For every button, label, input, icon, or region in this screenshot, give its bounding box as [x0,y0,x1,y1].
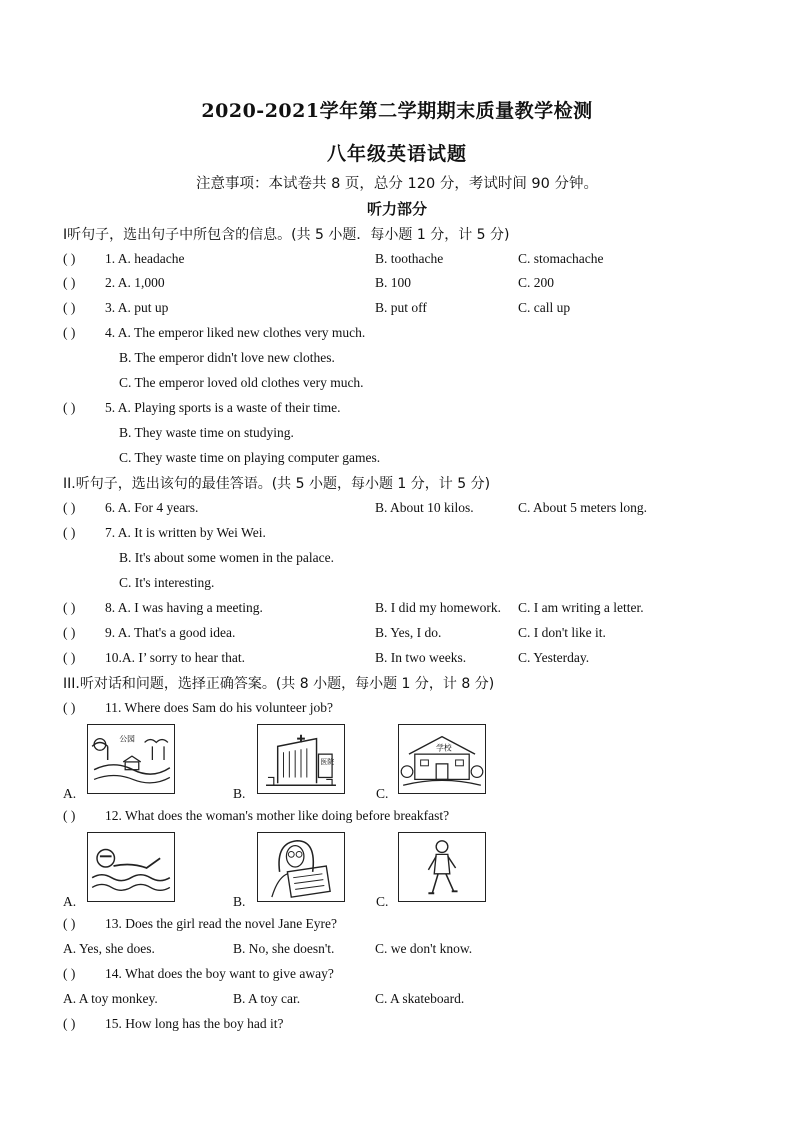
picture-label-c: C. [376,786,389,801]
answer-blank[interactable]: ( ) [63,525,76,540]
option-a: 4. A. The emperor liked new clothes very much. [105,325,366,340]
exam-title: 2020-2021学年第二学期期末质量教学检测 [201,100,593,122]
answer-blank[interactable]: ( ) [63,966,76,981]
reading-newspaper-picture[interactable] [257,832,345,902]
option-a: 6. A. For 4 years. [105,500,199,515]
q7-option-b: B. It's about some women in the palace. [119,550,335,565]
hospital-picture[interactable] [257,724,345,794]
option-a: 10.A. I’ sorry to hear that. [105,650,245,665]
question-5 [63,398,743,418]
q4-option-b: B. The emperor didn't love new clothes. [119,350,335,365]
question-2 [63,273,743,293]
hospital-sign-text: 医院 [320,757,335,766]
answer-blank[interactable]: ( ) [63,300,76,315]
option-a: 5. A. Playing sports is a waste of their time. [105,400,341,415]
school-picture[interactable] [398,724,486,794]
question-8 [63,598,743,618]
park-sign-text: 公园 [119,734,135,744]
option-a: 2. A. 1,000 [105,275,165,290]
option-c: C. A skateboard. [375,991,465,1006]
section-heading: 听力部分 [366,200,427,218]
question-14-options [63,989,743,1009]
question-11 [63,698,743,718]
option-c: C. I am writing a letter. [518,600,644,615]
school-sign-text: 学校 [436,743,452,753]
picture-label-b: B. [233,786,246,801]
option-c: C. we don't know. [375,941,473,956]
picture-label-c: C. [376,894,389,909]
answer-blank[interactable]: ( ) [63,700,76,715]
option-b: B. put off [375,300,427,315]
question-13 [63,914,743,934]
picture-label-a: A. [63,786,77,801]
question-13-options [63,939,743,959]
question-12 [63,806,743,826]
question-stem: 11. Where does Sam do his volunteer job? [105,700,333,715]
park-picture[interactable] [87,724,175,794]
swimming-picture[interactable] [87,832,175,902]
question-4 [63,323,743,343]
question-7 [63,523,743,543]
question-6 [63,498,743,518]
q5-option-c: C. They waste time on playing computer games. [119,450,381,465]
swimming-icon [88,833,174,901]
answer-blank[interactable]: ( ) [63,1016,76,1031]
option-b: B. In two weeks. [375,650,467,665]
option-b: B. A toy car. [233,991,301,1006]
part2-instruction: II.听句子，选出该句的最佳答语。(共 5 小题，每小题 1 分，计 5 分) [63,476,491,492]
option-a: 1. A. headache [105,251,185,266]
question-15 [63,1014,743,1034]
option-a: A. A toy monkey. [63,991,158,1006]
walking-person-icon [399,833,485,901]
option-b: B. I did my homework. [375,600,501,615]
option-b: B. Yes, I do. [375,625,442,640]
answer-blank[interactable]: ( ) [63,500,76,515]
school-icon [399,725,485,793]
exam-notice: 注意事项：本试卷共 8 页，总分 120 分，考试时间 90 分钟。 [195,176,598,192]
option-a: 8. A. I was having a meeting. [105,600,263,615]
option-c: C. I don't like it. [518,625,606,640]
picture-label-a: A. [63,894,77,909]
option-a: 9. A. That's a good idea. [105,625,236,640]
option-b: B. No, she doesn't. [233,941,335,956]
question-1 [63,249,743,269]
answer-blank[interactable]: ( ) [63,916,76,931]
woman-reading-icon [258,833,344,901]
q7-option-c: C. It's interesting. [119,575,215,590]
option-b: B. toothache [375,251,444,266]
part1-instruction: I听句子，选出句子中所包含的信息。(共 5 小题．每小题 1 分，计 5 分) [63,227,510,243]
option-c: C. About 5 meters long. [518,500,647,515]
part3-instruction: III.听对话和问题，选择正确答案。(共 8 小题，每小题 1 分，计 8 分) [63,676,495,692]
answer-blank[interactable]: ( ) [63,625,76,640]
park-icon [88,725,174,793]
question-stem: 12. What does the woman's mother like doing before breakfast? [105,808,450,823]
answer-blank[interactable]: ( ) [63,251,76,266]
picture-label-b: B. [233,894,246,909]
option-a: 7. A. It is written by Wei Wei. [105,525,266,540]
walking-picture[interactable] [398,832,486,902]
question-stem: 13. Does the girl read the novel Jane Eyre? [105,916,338,931]
question-3 [63,298,743,318]
option-c: C. Yesterday. [518,650,590,665]
answer-blank[interactable]: ( ) [63,808,76,823]
answer-blank[interactable]: ( ) [63,325,76,340]
option-b: B. About 10 kilos. [375,500,474,515]
hospital-icon [258,725,344,793]
question-stem: 15. How long has the boy had it? [105,1016,284,1031]
answer-blank[interactable]: ( ) [63,275,76,290]
option-c: C. 200 [518,275,555,290]
exam-subtitle: 八年级英语试题 [326,143,467,165]
question-9 [63,623,743,643]
option-c: C. call up [518,300,571,315]
question-14 [63,964,743,984]
option-b: B. 100 [375,275,412,290]
question-10 [63,648,743,668]
answer-blank[interactable]: ( ) [63,650,76,665]
question-stem: 14. What does the boy want to give away? [105,966,334,981]
option-c: C. stomachache [518,251,604,266]
option-a: 3. A. put up [105,300,169,315]
answer-blank[interactable]: ( ) [63,400,76,415]
q4-option-c: C. The emperor loved old clothes very much. [119,375,364,390]
option-a: A. Yes, she does. [63,941,155,956]
q5-option-b: B. They waste time on studying. [119,425,294,440]
answer-blank[interactable]: ( ) [63,600,76,615]
